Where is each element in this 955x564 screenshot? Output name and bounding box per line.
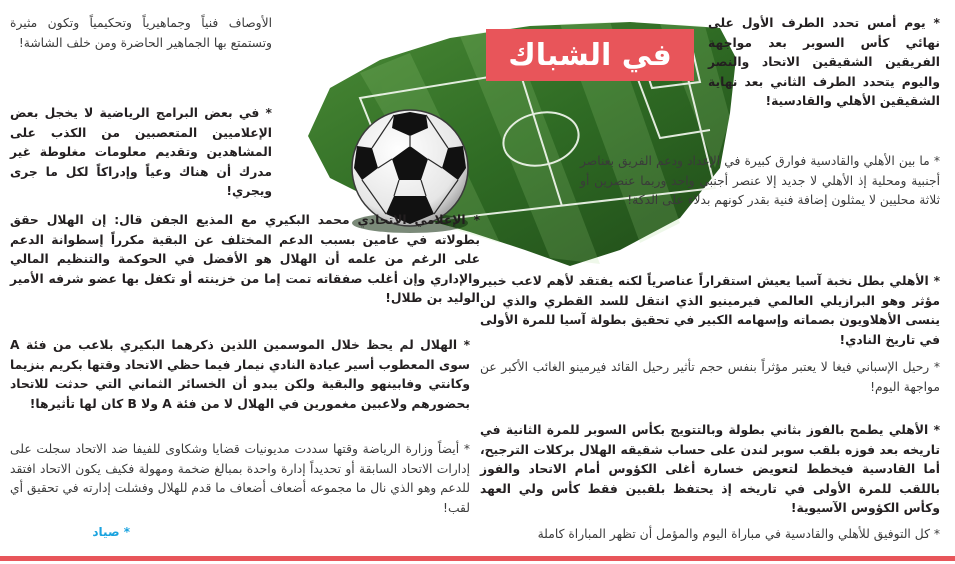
left-paragraph-1: الأوصاف فنياً وجماهيرياً وتحكيمياً وتكون مثيرة وتستمتع بها الجماهير الحاضرة ومن خلف الشاشة! [10,16,272,50]
right-paragraph-3: * الأهلي بطل نخبة آسيا يعيش استقراراً عناصرياً لكنه يفتقد لأهم لاعب خبير مؤثر وهو البرازيلي العالمي فيرمينيو الذي انتقل للسد القطري والذي لن ينسى الأهلاويون بصماته وإسهامه الكبير في تحقيق بطولة آسيا للمرة الأولى في تاريخ النادي! [480,274,940,347]
right-paragraph-2: * ما بين الأهلي والقادسية فوارق كبيرة في الإعداد ودعم الفريق بعناصر أجنبية ومحلية إذ الأهلي لا جديد إلا عنصر أجنبي واحد وربما عنصرين أو ثلاثة محليين لا يمثلون إضافة فنية بقدر كونهم بدلاء على الدكة! [580,154,940,207]
left-paragraph-4: * الهلال لم يحظ خلال الموسمين اللذين ذكرهما البكيري بلاعب من فئة A سوى المعطوب أسير عيادة النادي نيمار فيما حظي الاتحاد وقتها بكريم بنزيما وكانتي وفابينهو والبقية ولكن يبدو أن الخسائر الثماني التي حدثت للاتحاد بحضورهم ولاعبين مغمورين في الهلال لا من فئة A ولا B كان لها تأثيرها! [10,338,470,411]
right-paragraph-1: * يوم أمس تحدد الطرف الأول على نهائي كأس السوبر بعد مواجهة الفريقين الشقيقين الاتحاد والنصر واليوم يتحدد الطرف الثاني بعد نهاية الشقيقين الأهلي والقادسية! [708,16,940,108]
left-paragraph-3: * الإعلامي الاتحادي محمد البكيري مع المذيع الجفن قال: إن الهلال حقق بطولاته في عامين بسبب الدعم المختلف عن البقية مكرراً إسطوانة الدعم على الرغم من علمه أن الهلال هو الأفضل في الحوكمة والتنظيم المالي والإداري وإن أغلب صفقاته تمت إما من خزينته أو تكفل بها عضو شرفه الأمير الوليد بن طلال! [10,213,480,305]
right-paragraph-6: * كل التوفيق للأهلي والقادسية في مباراة اليوم والمؤمل أن تظهر المباراة كاملة [537,527,940,541]
right-paragraph-4: * رحيل الإسباني فيغا لا يعتبر مؤثراً بنفس حجم تأثير رحيل القائد فيرمينو الغائب الأكبر عن مواجهة اليوم! [480,360,940,394]
bottom-divider [0,556,955,561]
section-title: في الشباك [508,37,672,73]
left-paragraph-2: * في بعض البرامج الرياضية لا يخجل بعض الإعلاميين المتعصبين من الكذب على المشاهدين وتقديم معلومات مغلوطة غير مدرك أن هناك وعياً وإدراكاً لكل ما جرى ويجري! [10,106,272,198]
section-title-badge [486,29,694,81]
right-paragraph-5: * الأهلي يطمح بالفوز بثاني بطولة وبالتتويج بكأس السوبر للمرة الثانية في تاريخه بعد فوزه بلقب سوبر لندن على حساب شقيقه الهلال بركلات الترجيح، أما القادسية فيخطط لتعويض خسارة أغلى الكؤوس أمام الاتحاد والفوز باللقب للمرة الأولى في تاريخه إذ يحتفظ بلقبين فقط كأس ولي العهد وكأس الكؤوس الآسيوية! [480,423,940,515]
author-signature: * صياد [92,525,130,539]
left-paragraph-5: * أيضاً وزارة الرياضة وقتها سددت مديونيات قضايا وشكاوى للفيفا ضد الاتحاد سجلت على إدارات الاتحاد السابقة أو تحديداً إدارة واحدة بمبالغ ضخمة ومهولة فكيف يكون الاتحاد افتقد للدعم وهو الذي نال ما مجموعه أضعاف أضعاف ما قدم للهلال وفشلت إدارته في تحقيق أي لقب! [10,442,470,515]
soccer-ball-icon [352,110,468,226]
